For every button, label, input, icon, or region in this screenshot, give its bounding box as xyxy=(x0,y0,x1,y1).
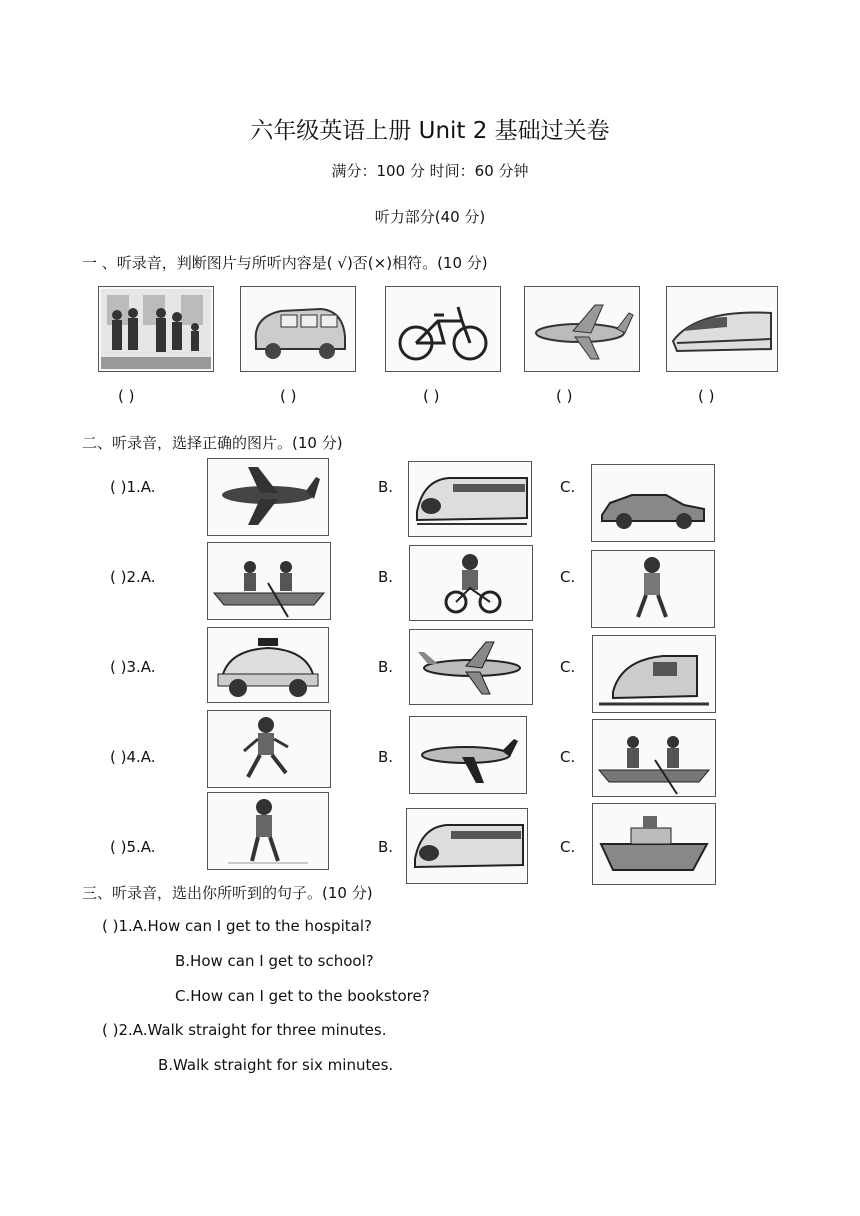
plane-icon xyxy=(409,629,533,705)
question-prefix: ( )4.A. xyxy=(110,748,156,766)
answer-paren[interactable]: ( ) xyxy=(280,387,297,405)
option-c-label: C. xyxy=(560,478,576,496)
plane-icon xyxy=(409,716,527,794)
section3-heading: 三、听录音，选出你所听到的句子。(10 分) xyxy=(82,884,373,902)
ship-icon xyxy=(592,803,716,885)
question-2: ( )2.A.Walk straight for three minutes. xyxy=(102,1021,387,1039)
walk-icon xyxy=(591,550,715,628)
bike-icon xyxy=(409,545,533,621)
boat-icon xyxy=(592,719,716,797)
answer-paren[interactable]: ( ) xyxy=(698,387,715,405)
score-time-line: 满分：100 分 时间：60 分钟 xyxy=(331,162,529,180)
question-prefix: ( )5.A. xyxy=(110,838,156,856)
taxi-icon xyxy=(207,627,329,703)
question-2-option-b: B.Walk straight for six minutes. xyxy=(158,1056,394,1074)
question-1: ( )1.A.How can I get to the hospital? xyxy=(102,917,372,935)
train-icon xyxy=(408,461,532,537)
question-prefix: ( )3.A. xyxy=(110,658,156,676)
answer-paren[interactable]: ( ) xyxy=(423,387,440,405)
question-prefix: ( )2.A. xyxy=(110,568,156,586)
train-icon xyxy=(666,286,778,372)
question-1-option-b: B.How can I get to school? xyxy=(175,952,374,970)
option-b-label: B. xyxy=(378,658,394,676)
option-c-label: C. xyxy=(560,748,576,766)
car-icon xyxy=(591,464,715,542)
question-1-option-c: C.How can I get to the bookstore? xyxy=(175,987,430,1005)
question-prefix: ( )1.A. xyxy=(110,478,156,496)
boat-icon xyxy=(207,542,331,620)
answer-paren[interactable]: ( ) xyxy=(118,387,135,405)
walk-icon xyxy=(207,792,329,870)
train-icon xyxy=(406,808,528,884)
option-b-label: B. xyxy=(378,568,394,586)
plane-icon xyxy=(524,286,640,372)
walk-icon xyxy=(207,710,331,788)
option-b-label: B. xyxy=(378,748,394,766)
bus-icon xyxy=(240,286,356,372)
option-b-label: B. xyxy=(378,838,394,856)
option-b-label: B. xyxy=(378,478,394,496)
page-title: 六年级英语上册 Unit 2 基础过关卷 xyxy=(250,118,610,144)
option-c-label: C. xyxy=(560,838,576,856)
plane-icon xyxy=(207,458,329,536)
section1-heading: 一 、听录音，判断图片与所听内容是( √)否(×)相符。(10 分) xyxy=(82,254,488,272)
train-icon xyxy=(592,635,716,713)
section2-heading: 二、听录音，选择正确的图片。(10 分) xyxy=(82,434,343,452)
option-c-label: C. xyxy=(560,568,576,586)
bike-icon xyxy=(385,286,501,372)
option-c-label: C. xyxy=(560,658,576,676)
answer-paren[interactable]: ( ) xyxy=(556,387,573,405)
subway-icon xyxy=(98,286,214,372)
listening-part-heading: 听力部分(40 分) xyxy=(374,208,486,226)
